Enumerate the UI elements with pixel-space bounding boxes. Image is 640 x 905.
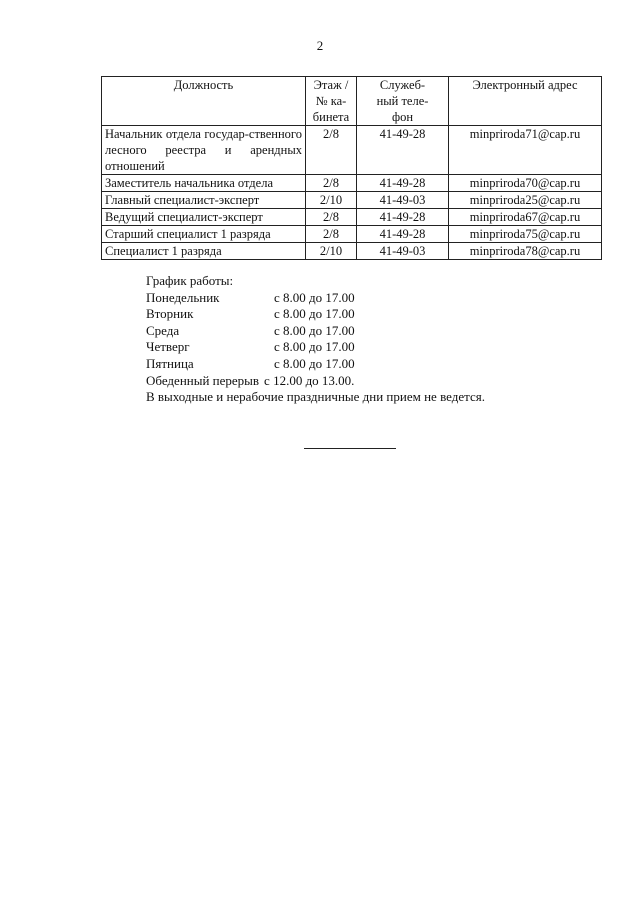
row-floor: 2/10 [306,243,357,260]
table-row [102,226,602,243]
schedule-note: В выходные и нерабочие праздничные дни прием не ведется. [146,389,485,405]
row-position: Ведущий специалист-эксперт [102,209,306,226]
header-phone-line-2: ный теле- [376,94,429,108]
table-row [102,175,602,192]
schedule-row [146,306,586,323]
row-floor: 2/8 [306,209,357,226]
row-floor: 2/8 [306,226,357,243]
row-email[interactable]: minpriroda70@cap.ru [449,175,602,192]
row-phone: 41-49-28 [357,175,449,192]
schedule-row [146,356,586,373]
row-phone: 41-49-03 [357,192,449,209]
work-schedule [146,273,586,406]
schedule-lunch-row [146,373,586,390]
contacts-table [101,76,602,260]
header-floor-line-2: № ка- [315,94,347,108]
lunch-hours: с 12.00 до 13.00. [264,372,355,388]
row-floor: 2/10 [306,192,357,209]
schedule-hours: с 8.00 до 17.00 [274,306,355,322]
row-floor: 2/8 [306,175,357,192]
header-floor [306,77,357,126]
schedule-day: Четверг [146,339,190,355]
schedule-day: Понедельник [146,289,220,305]
table-header-row [102,77,602,126]
schedule-row [146,323,586,340]
row-floor: 2/8 [306,126,357,175]
schedule-hours: с 8.00 до 17.00 [274,339,355,355]
header-phone-line-3: фон [391,110,414,124]
row-position: Старший специалист 1 разряда [102,226,306,243]
table-row [102,192,602,209]
row-phone: 41-49-03 [357,243,449,260]
schedule-day: Среда [146,322,180,338]
schedule-row [146,290,586,307]
schedule-title: График работы: [146,273,234,288]
schedule-day: Пятница [146,355,194,371]
row-phone: 41-49-28 [357,126,449,175]
schedule-row [146,339,586,356]
header-floor-line-3: бинета [312,110,350,124]
row-phone: 41-49-28 [357,226,449,243]
row-email[interactable]: minpriroda78@cap.ru [449,243,602,260]
table-row [102,126,602,175]
header-phone [357,77,449,126]
schedule-hours: с 8.00 до 17.00 [274,355,355,371]
row-email[interactable]: minpriroda25@cap.ru [449,192,602,209]
row-position: Заместитель начальника отдела [102,175,306,192]
table-row [102,243,602,260]
row-email[interactable]: minpriroda67@cap.ru [449,209,602,226]
row-phone: 41-49-28 [357,209,449,226]
row-position: Начальник отдела государ-ственного лесного реестра и арендных отношений [102,126,306,175]
header-position: Должность [102,77,306,126]
schedule-day: Вторник [146,306,194,322]
header-floor-line-1: Этаж / [313,78,349,92]
row-email[interactable]: minpriroda71@cap.ru [449,126,602,175]
header-email: Электронный адрес [449,77,602,126]
table-row [102,209,602,226]
lunch-label: Обеденный перерыв [146,372,260,388]
schedule-hours: с 8.00 до 17.00 [274,322,355,338]
header-phone-line-1: Служеб- [379,78,426,92]
page-number: 2 [316,38,324,53]
row-email[interactable]: minpriroda75@cap.ru [449,226,602,243]
row-position: Главный специалист-эксперт [102,192,306,209]
schedule-hours: с 8.00 до 17.00 [274,289,355,305]
row-position: Специалист 1 разряда [102,243,306,260]
closing-line [304,448,396,449]
